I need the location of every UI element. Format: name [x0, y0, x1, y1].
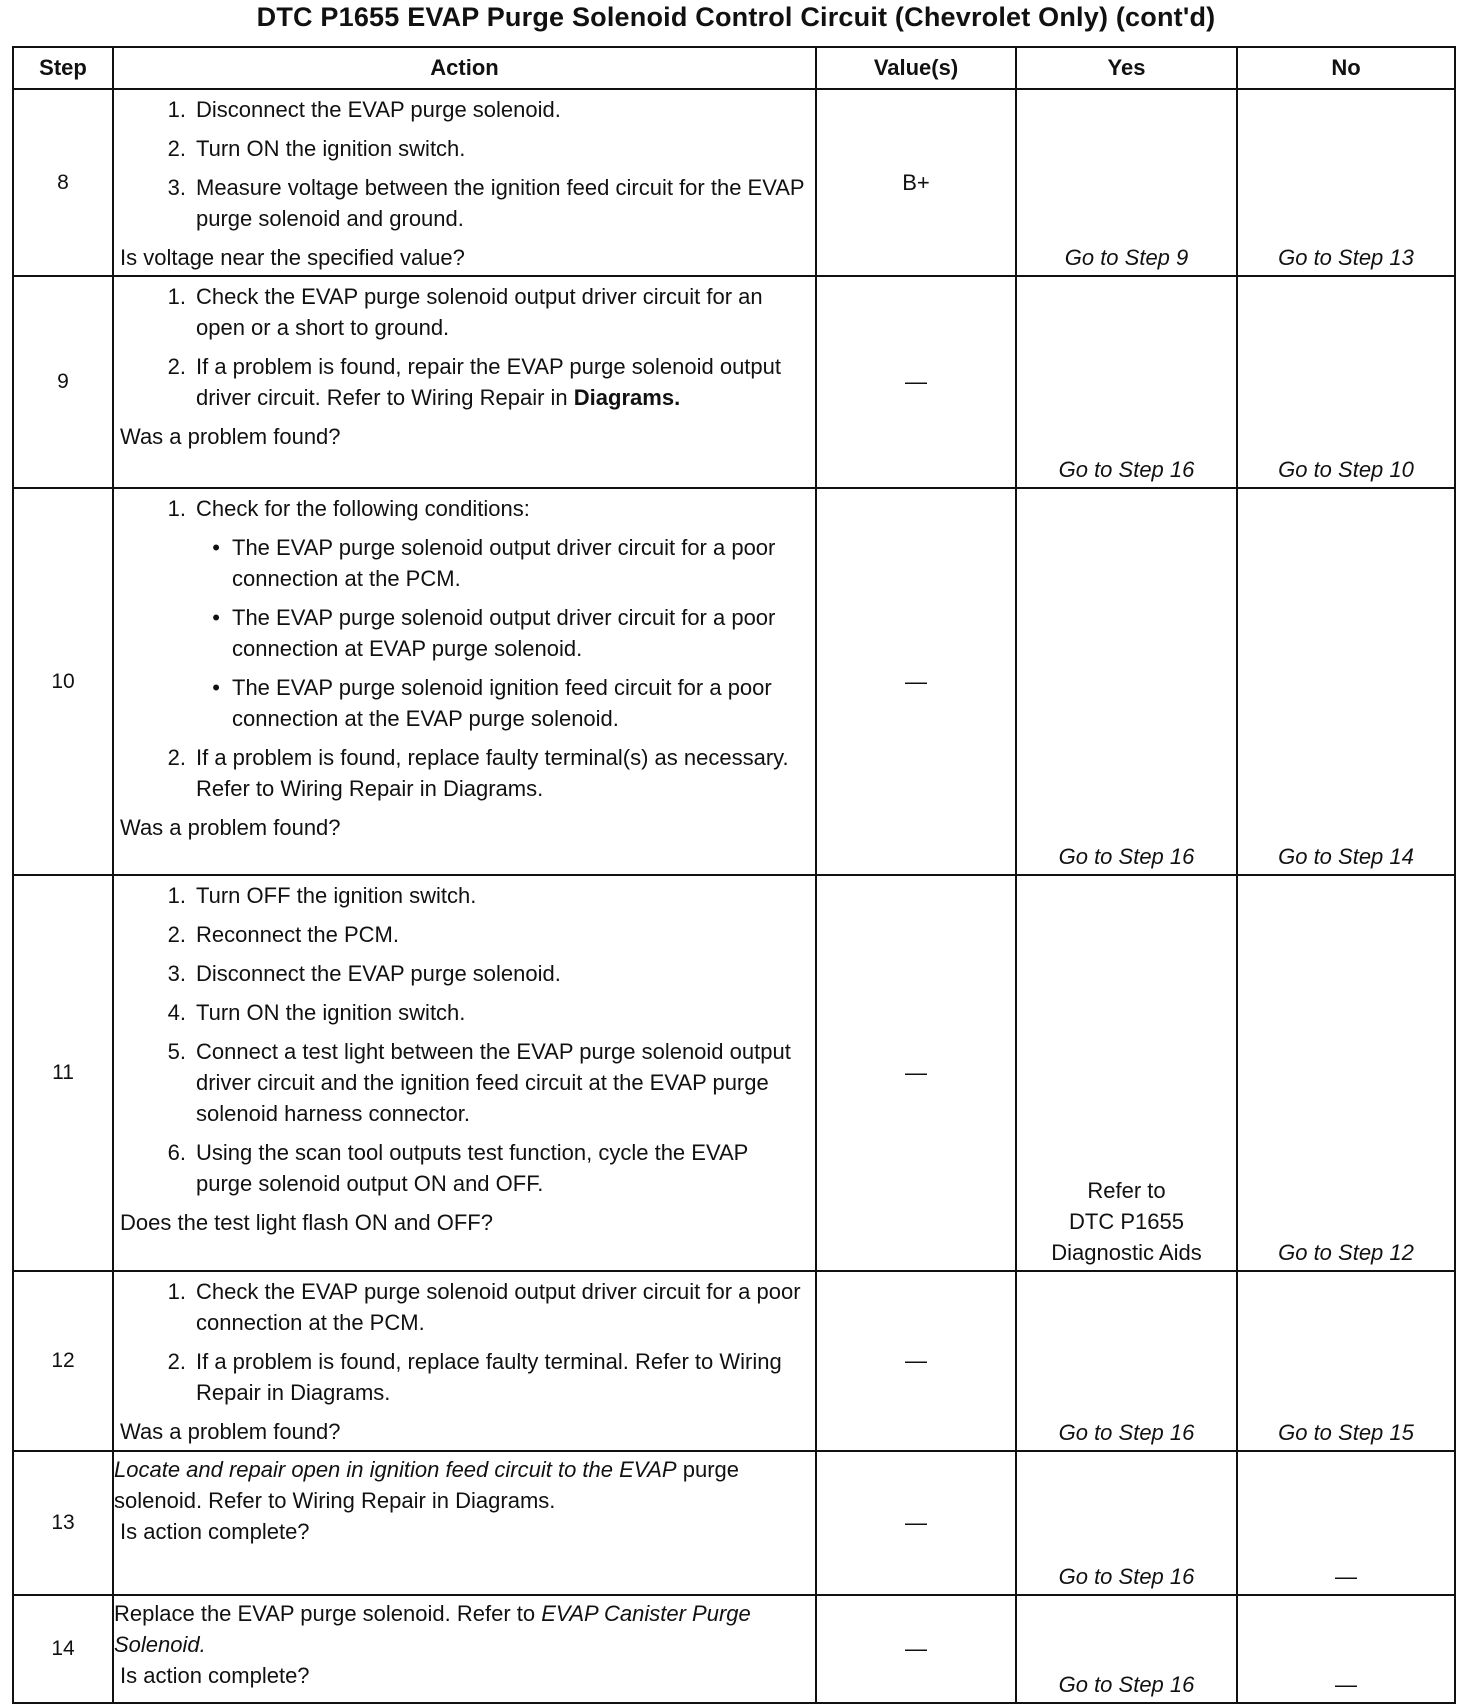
yes-line: Diagnostic Aids [1051, 1240, 1202, 1265]
step-number: 12 [13, 1271, 113, 1451]
no-cell: — [1237, 1451, 1455, 1595]
no-cell: — [1237, 1595, 1455, 1703]
action-question: Is action complete? [120, 1663, 310, 1688]
yes-cell: Go to Step 16 [1016, 276, 1237, 488]
action-item: Reconnect the PCM. [196, 922, 399, 947]
action-bullet: The EVAP purge solenoid output driver circuit for a poor connection at EVAP purge solenoid. [232, 605, 776, 661]
yes-line: Refer to [1087, 1178, 1166, 1203]
action-item: Turn OFF the ignition switch. [196, 883, 477, 908]
action-item: Using the scan tool outputs test function, cycle the EVAP purge solenoid output ON and OFF. [196, 1140, 748, 1196]
value-cell: — [816, 875, 1016, 1271]
yes-cell [1016, 875, 1237, 1271]
action-bullet: The EVAP purge solenoid ignition feed circuit for a poor connection at the EVAP purge solenoid. [232, 675, 772, 731]
value-cell: — [816, 488, 1016, 875]
action-item: Connect a test light between the EVAP purge solenoid output driver circuit and the ignition feed circuit at the EVAP purge solenoid harness connector. [196, 1039, 791, 1126]
action-item: Check the EVAP purge solenoid output driver circuit for an open or a short to ground. [196, 284, 763, 340]
no-cell: Go to Step 14 [1237, 488, 1455, 875]
header-values: Value(s) [816, 47, 1016, 89]
value-cell: — [816, 1595, 1016, 1703]
action-item: Check the EVAP purge solenoid output driver circuit for a poor connection at the PCM. [196, 1279, 801, 1335]
no-cell: Go to Step 15 [1237, 1271, 1455, 1451]
action-cell: 1. Check for the following conditions: • The EVAP purge solenoid output driver circuit for a poor connection at the PCM. • The EVAP purge solenoid output driver circuit for a poor connection at EVAP purge solenoid. • The EVAP purge solenoid ignition feed circuit for a poor connection at the EVAP purge solenoid. 2. If a problem is found, replace faulty terminal(s) as necessary. Refer to Wiring Repair in Diagrams. Was a problem found? [113, 488, 816, 875]
yes-cell: Go to Step 16 [1016, 1271, 1237, 1451]
action-text: purge solenoid. Refer to Wiring Repair in Diagrams. [114, 1457, 739, 1513]
yes-line: DTC P1655 [1069, 1209, 1184, 1234]
header-no: No [1237, 47, 1455, 89]
value-cell: — [816, 276, 1016, 488]
page-title: DTC P1655 EVAP Purge Solenoid Control Circuit (Chevrolet Only) (cont'd) [256, 2, 1216, 32]
step-number: 14 [13, 1595, 113, 1703]
action-cell [113, 1595, 816, 1703]
table-row [13, 488, 1455, 875]
no-cell: Go to Step 12 [1237, 875, 1455, 1271]
table-row [13, 1595, 1455, 1703]
action-question: Was a problem found? [120, 424, 341, 449]
step-number: 10 [13, 488, 113, 875]
action-bullet: The EVAP purge solenoid output driver circuit for a poor connection at the PCM. [232, 535, 776, 591]
value-cell: — [816, 1271, 1016, 1451]
yes-cell: Go to Step 16 [1016, 1595, 1237, 1703]
table-row [13, 1451, 1455, 1595]
action-item: Disconnect the EVAP purge solenoid. [196, 97, 561, 122]
header-step: Step [13, 47, 113, 89]
value-cell: — [816, 1451, 1016, 1595]
yes-cell: Go to Step 16 [1016, 488, 1237, 875]
action-text-italic: Locate and repair open in ignition feed circuit to the EVAP [114, 1457, 677, 1482]
action-item: Measure voltage between the ignition feed circuit for the EVAP purge solenoid and ground. [196, 175, 805, 231]
action-item: If a problem is found, repair the EVAP purge solenoid output driver circuit. Refer to Wiring Repair in [196, 354, 781, 410]
action-text: Replace the EVAP purge solenoid. Refer to [114, 1601, 536, 1626]
header-row [13, 47, 1455, 89]
step-number: 8 [13, 89, 113, 276]
table-row [13, 875, 1455, 1271]
table-row [13, 89, 1455, 276]
action-item: Check for the following conditions: [196, 496, 530, 521]
header-action: Action [113, 47, 816, 89]
no-cell: Go to Step 10 [1237, 276, 1455, 488]
yes-cell: Go to Step 9 [1016, 89, 1237, 276]
action-cell: 1. Disconnect the EVAP purge solenoid. 2. Turn ON the ignition switch. 3. Measure voltage between the ignition feed circuit for the EVAP purge solenoid and ground. Is voltage near the specified value? [113, 89, 816, 276]
step-number: 11 [13, 875, 113, 1271]
action-question: Was a problem found? [120, 1419, 341, 1444]
action-question: Was a problem found? [120, 815, 341, 840]
canister-purge-solenoid-reference: EVAP Canister Purge Solenoid. [114, 1601, 751, 1657]
action-cell [113, 1451, 816, 1595]
value-cell: B+ [816, 89, 1016, 276]
action-item: If a problem is found, replace faulty terminal(s) as necessary. Refer to Wiring Repair in Diagrams. [196, 745, 789, 801]
diagnostic-table [12, 46, 1456, 1704]
table-row [13, 276, 1455, 488]
action-question: Is voltage near the specified value? [120, 245, 465, 270]
action-question: Does the test light flash ON and OFF? [120, 1210, 493, 1235]
step-number: 13 [13, 1451, 113, 1595]
step-number: 9 [13, 276, 113, 488]
action-item: Turn ON the ignition switch. [196, 1000, 466, 1025]
action-item: Turn ON the ignition switch. [196, 136, 466, 161]
yes-cell: Go to Step 16 [1016, 1451, 1237, 1595]
action-question: Is action complete? [120, 1519, 310, 1544]
action-item: If a problem is found, replace faulty terminal. Refer to Wiring Repair in Diagrams. [196, 1349, 782, 1405]
action-cell: 1. Check the EVAP purge solenoid output driver circuit for a poor connection at the PCM. 2. If a problem is found, replace faulty terminal. Refer to Wiring Repair in Diagrams. Was a problem found? [113, 1271, 816, 1451]
action-item: Disconnect the EVAP purge solenoid. [196, 961, 561, 986]
no-cell: Go to Step 13 [1237, 89, 1455, 276]
action-cell: 1. Turn OFF the ignition switch. 2. Reconnect the PCM. 3. Disconnect the EVAP purge solenoid. 4. Turn ON the ignition switch. 5. Connect a test light between the EVAP purge solenoid output driver circuit and the ignition feed circuit at the EVAP purge solenoid harness connector. 6. Using the scan tool outputs test function, cycle the EVAP purge solenoid output ON and OFF. Does the test light flash ON and OFF? [113, 875, 816, 1271]
header-yes: Yes [1016, 47, 1237, 89]
table-row [13, 1271, 1455, 1451]
diagrams-reference: Diagrams. [573, 385, 681, 410]
action-cell: 1. Check the EVAP purge solenoid output driver circuit for an open or a short to ground. 2. If a problem is found, repair the EVAP purge solenoid output driver circuit. Refer to Wiring Repair in Diagrams. Was a problem found? [113, 276, 816, 488]
